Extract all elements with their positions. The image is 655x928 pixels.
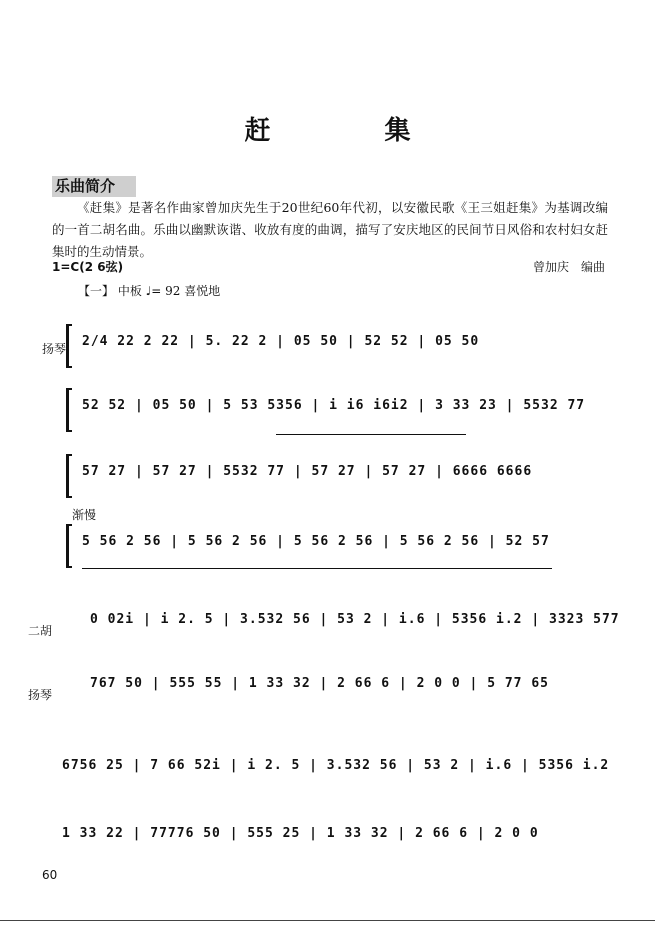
instrument-label-erhu: 二胡	[28, 624, 53, 638]
key-signature: 1=C(2 6弦)	[52, 260, 124, 274]
notation-line: 52 52 | 05 50 | 5 53 5356 | i i6 i6i2 | 3 33 23 | 5532 77	[82, 398, 586, 413]
arranger-credit: 曾加庆 编曲	[532, 260, 605, 274]
system-bracket	[66, 388, 72, 432]
system-bracket	[66, 454, 72, 498]
section-label: 乐曲简介	[52, 176, 136, 197]
score-row	[66, 384, 606, 440]
notation-line: 6756 25 | 7 66 52i | i 2. 5 | 3.532 56 | 53 2 | i.6 | 5356 i.2	[62, 758, 610, 773]
notation-line: 767 50 | 555 55 | 1 33 32 | 2 66 6 | 2 0 0 | 5 77 65	[90, 676, 549, 691]
system-bracket	[66, 324, 72, 368]
score-row	[52, 662, 608, 718]
page-number: 60	[42, 868, 58, 882]
tempo-change: 渐慢	[72, 508, 97, 522]
page-edge-line	[0, 920, 655, 921]
notation-line: 1 33 22 | 77776 50 | 555 25 | 1 33 32 | 2 66 6 | 2 0 0	[62, 826, 539, 841]
score-row	[66, 520, 606, 576]
intro-paragraph: 《赶集》是著名作曲家曾加庆先生于20世纪60年代初，以安徽民歌《王三姐赶集》为基调改编的一首二胡名曲。乐曲以幽默诙谐、收放有度的曲调，描写了安庆地区的民间节日风俗和农村妇女赶集时的生动情景。	[52, 200, 608, 259]
tempo-marking: 【一】 中板 ♩= 92 喜悦地	[78, 284, 221, 298]
score-row	[52, 598, 620, 654]
notation-line: 5 56 2 56 | 5 56 2 56 | 5 56 2 56 | 5 56 2 56 | 52 57	[82, 534, 550, 549]
notation-line: 0 02i | i 2. 5 | 3.532 56 | 53 2 | i.6 | 5356 i.2 | 3323 577	[90, 612, 620, 627]
score-row	[66, 320, 606, 376]
score-row	[66, 450, 606, 506]
score-row	[52, 812, 608, 868]
instrument-label-yangqin: 扬琴	[28, 688, 53, 702]
notation-line: 2/4 22 2 22 | 5. 22 2 | 05 50 | 52 52 | 05 50	[82, 334, 480, 349]
tremolo-line	[82, 568, 552, 569]
crescendo-line	[276, 434, 466, 435]
system-bracket	[66, 524, 72, 568]
instrument-label-yangqin: 扬琴	[42, 342, 67, 356]
notation-line: 57 27 | 57 27 | 5532 77 | 57 27 | 57 27 | 6666 6666	[82, 464, 533, 479]
page-title: 赶 集	[244, 116, 455, 146]
score-row	[52, 744, 608, 800]
